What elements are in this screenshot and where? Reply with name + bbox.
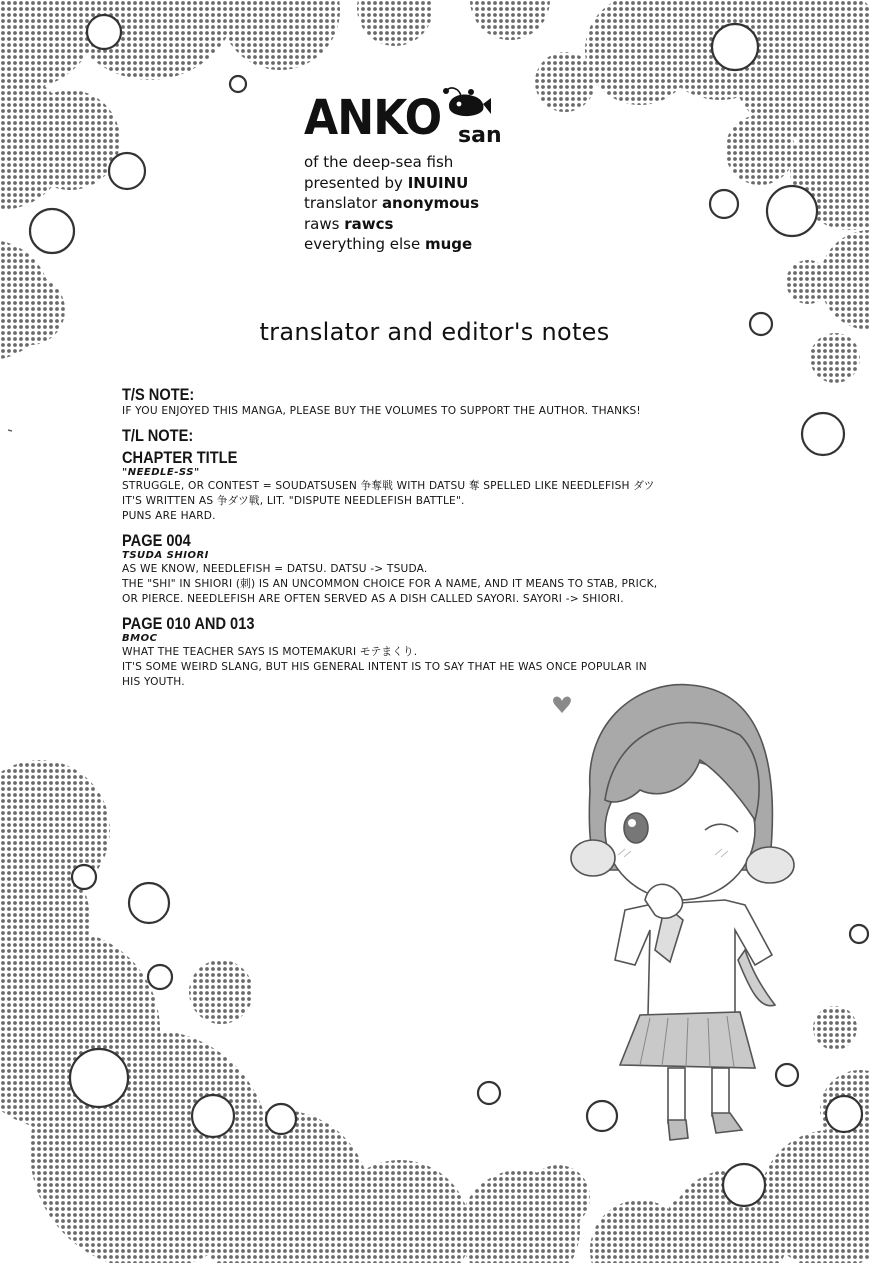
notes-heading: translator and editor's notes (259, 318, 610, 346)
section-subheading: BMOC (122, 633, 158, 644)
credit-value: muge (424, 235, 473, 253)
credit-line: translator anonymous (304, 194, 480, 212)
credits-block (304, 92, 564, 255)
ts-note-line: IF YOU ENJOYED THIS MANGA, PLEASE BUY THE VOLUMES TO SUPPORT THE AUTHOR. THANKS! (122, 405, 641, 417)
ts-note-heading: T/S NOTE: (122, 385, 195, 404)
logo-suffix: san (458, 123, 502, 148)
section-line: AS WE KNOW, NEEDLEFISH = DATSU. DATSU -> TSUDA. (122, 563, 428, 575)
credit-value: rawcs (344, 214, 394, 233)
note-section-chapter-title (122, 449, 722, 524)
section-line: IT'S SOME WEIRD SLANG, BUT HIS GENERAL INTENT IS TO SAY THAT HE WAS ONCE POPULAR IN (122, 661, 647, 673)
notes-body (122, 386, 722, 698)
logo-title: ANKO (304, 90, 442, 146)
section-heading: CHAPTER TITLE (122, 448, 238, 467)
girl-illustration (553, 685, 794, 1140)
credit-line: everything else muge (304, 235, 473, 253)
anglerfish-icon (441, 84, 493, 120)
credit-line: of the deep-sea fish (304, 153, 454, 171)
section-line: THE "SHI" IN SHIORI (刺) IS AN UNCOMMON CHOICE FOR A NAME, AND IT MEANS TO STAB, PRICK, (122, 578, 658, 590)
tl-note-heading: T/L NOTE: (122, 426, 194, 445)
section-line: PUNS ARE HARD. (122, 510, 216, 522)
section-heading: PAGE 004 (122, 531, 191, 550)
note-section-page-010-013 (122, 615, 722, 690)
note-section-page-004 (122, 532, 722, 607)
credit-value: anonymous (381, 194, 480, 212)
credit-line: raws rawcs (304, 214, 394, 233)
section-subheading: "NEEDLE-SS" (122, 467, 200, 478)
credit-value: INUINU (407, 173, 469, 192)
section-heading: PAGE 010 AND 013 (122, 614, 255, 633)
credit-line: presented by INUINU (304, 173, 469, 192)
section-line: STRUGGLE, OR CONTEST = SOUDATSUSEN 争奪戦 WITH DATSU 奪 SPELLED LIKE NEEDLEFISH ダツ (122, 480, 655, 492)
section-line: WHAT THE TEACHER SAYS IS MOTEMAKURI モテまくり. (122, 646, 418, 658)
section-line: HIS YOUTH. (122, 676, 185, 688)
ts-note (122, 386, 722, 419)
anko-san-logo (304, 92, 564, 152)
section-line: OR PIERCE. NEEDLEFISH ARE OFTEN SERVED AS A DISH CALLED SAYORI. SAYORI -> SHIORI. (122, 593, 624, 605)
section-line: IT'S WRITTEN AS 争ダツ戦, LIT. "DISPUTE NEEDLEFISH BATTLE". (122, 495, 465, 507)
section-subheading: TSUDA SHIORI (122, 550, 209, 561)
